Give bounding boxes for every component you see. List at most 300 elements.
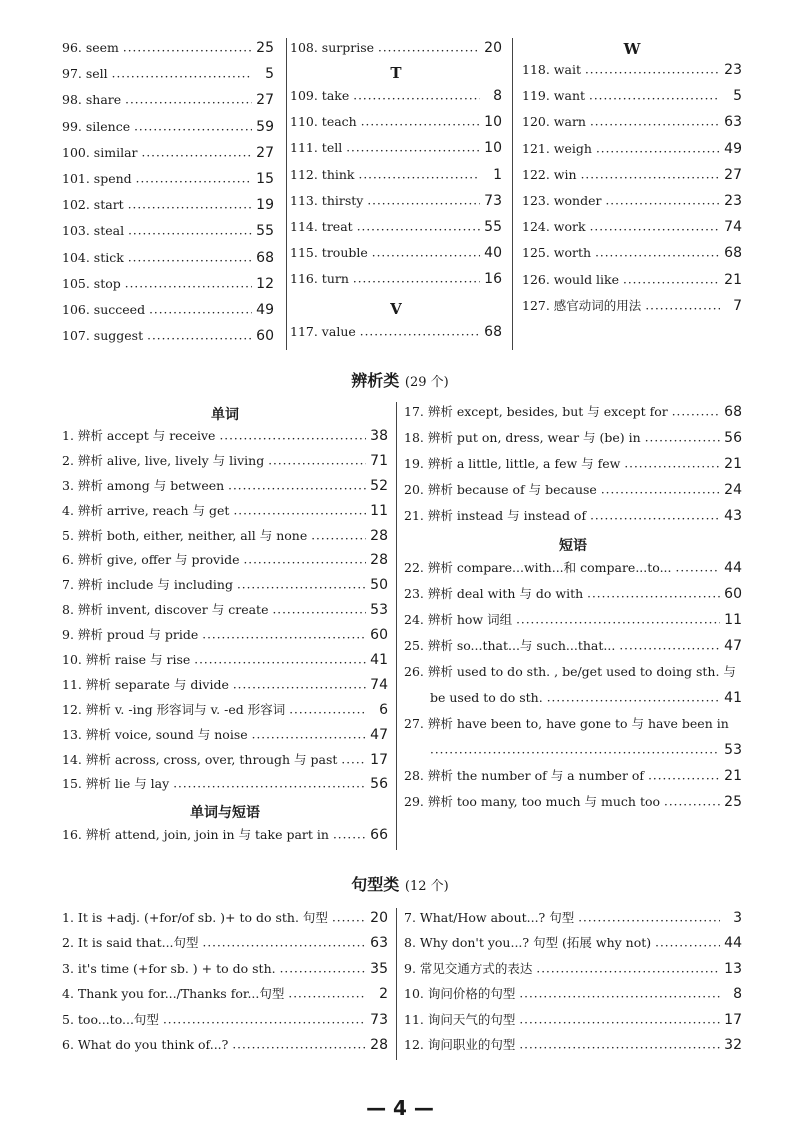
entry-page: 50 [370,577,388,594]
entry-page: 68 [724,245,742,262]
index-entry [404,480,742,506]
index-entry [62,451,388,476]
entry-page: 53 [370,602,388,619]
dot-leader [311,528,366,542]
entry-label: 23. 辨析 deal with 与 do with [404,586,584,601]
entry-page: 2 [379,986,388,1003]
index-entry [522,112,742,138]
column-divider [396,402,397,850]
index-entry [62,300,274,326]
dot-leader [333,827,366,841]
entry-page: 60 [370,627,388,644]
index-list [404,766,742,818]
index-entry [404,766,742,792]
dot-leader [268,453,366,467]
index-entry [62,550,388,575]
entry-page: 11 [370,502,388,519]
column-divider [512,38,513,350]
dot-leader [578,910,720,924]
index-entry [62,38,274,64]
index-entry [404,984,742,1009]
column-divider [396,908,397,1060]
entry-page: 68 [724,404,742,420]
entry-page: 47 [370,726,388,743]
index-entry [62,426,388,451]
index-entry [62,600,388,625]
entry-page: 32 [724,1036,742,1053]
index-entry [62,90,274,116]
dot-leader [676,560,721,574]
index-list [290,38,502,60]
index-list [522,60,742,322]
dot-leader [288,986,366,1000]
subheading-single-word: 单词 [211,407,239,423]
index-entry [290,217,502,243]
entry-label: 119. want [522,88,586,104]
entry-label: be used to do sth. [430,690,543,705]
entry-page: 56 [724,430,742,446]
entry-page: 52 [370,477,388,494]
index-entry [522,296,742,322]
index-entry [404,688,742,714]
section-count: (12 个) [404,879,449,894]
index-list [404,908,742,1060]
index-entry [62,774,388,799]
entry-page: 60 [256,328,274,345]
dot-leader [645,298,720,312]
entry-page: 19 [256,197,274,214]
index-entry [404,740,742,766]
index-entry [404,636,742,662]
entry-label: 17. 辨析 except, besides, but 与 except for [404,404,668,419]
index-entry [404,506,742,532]
entry-label: 115. trouble [290,245,368,261]
entry-page: 13 [724,960,742,977]
index-entry [62,326,274,352]
dot-leader [596,141,720,155]
entry-label: 101. spend [62,170,132,186]
dot-leader [360,324,480,338]
subheading-phrase: 短语 [559,538,587,554]
bianxi-right [404,402,742,818]
entry-page: 44 [724,560,742,576]
entry-page: 16 [484,271,502,288]
dot-leader [378,40,480,54]
index-entry [62,1010,388,1035]
entry-page: 41 [724,690,742,706]
entry-page: 66 [370,827,388,844]
dot-leader [289,702,366,716]
dot-leader [233,677,366,691]
index-entry [62,984,388,1009]
index-entry [290,86,502,112]
dot-leader [367,193,480,207]
index-entry [404,1010,742,1035]
dot-leader [142,145,253,159]
entry-label: 106. succeed [62,301,146,317]
index-entry [62,143,274,169]
entry-label: 112. think [290,166,355,182]
dot-leader [128,197,252,211]
index-entry [404,959,742,984]
index-entry [522,270,742,296]
entry-label: 5. too...to...句型 [62,1011,159,1027]
index-entry [62,675,388,700]
dot-leader [581,167,720,181]
entry-page: 20 [484,40,502,56]
dot-leader [243,552,366,566]
dot-leader [233,503,366,517]
subheading-word-phrase: 单词与短语 [190,805,260,822]
entry-label: 21. 辨析 instead 与 instead of [404,508,587,523]
entry-page: 21 [724,768,742,784]
entry-page: 59 [256,118,274,135]
index-entry [62,825,388,851]
entry-label: 8. 辨析 invent, discover 与 create [62,602,269,618]
entry-page: 53 [724,742,742,758]
dot-leader [359,167,480,181]
index-entry [404,1035,742,1060]
entry-page: 28 [370,552,388,569]
index-list [290,322,502,348]
entry-page: 44 [724,935,742,952]
dot-leader [237,577,366,591]
entry-label: 26. 辨析 used to do sth. , be/get used to doing sth. 与 [404,664,736,679]
entry-label: 4. 辨析 arrive, reach 与 get [62,502,230,518]
entry-page: 24 [724,482,742,498]
entry-label: 123. wonder [522,192,602,208]
entry-page: 38 [370,428,388,444]
entry-label: 111. tell [290,140,343,156]
index-entry [290,112,502,138]
entry-label: 107. suggest [62,328,144,344]
entry-page: 28 [370,527,388,544]
dot-leader [519,1037,720,1051]
dot-leader [623,272,720,286]
entry-label: 6. What do you think of...? [62,1036,229,1052]
section-title-juxing [0,872,800,895]
entry-label: 19. 辨析 a little, little, a few 与 few [404,456,621,471]
entry-page: 68 [484,323,502,340]
index-entry [62,117,274,143]
index-entry [404,402,742,428]
entry-page: 6 [379,701,388,718]
index-entry [290,138,502,164]
column-divider [286,38,287,350]
entry-page: 21 [724,271,742,288]
dot-leader [194,652,366,666]
section-count: (29 个) [404,375,449,390]
entry-page: 3 [733,910,742,926]
index-entry [522,243,742,269]
entry-page: 5 [265,66,274,83]
entry-label: 22. 辨析 compare...with...和 compare...to... [404,560,672,575]
entry-page: 63 [724,114,742,131]
index-list [62,908,388,1060]
dot-leader [595,245,720,259]
entry-label: 28. 辨析 the number of 与 a number of [404,768,645,783]
letter-heading-t: T [390,64,402,82]
entry-label: 116. turn [290,271,349,287]
entry-page: 27 [256,92,274,109]
dot-leader [353,88,480,102]
entry-label: 9. 辨析 proud 与 pride [62,627,199,643]
index-entry [522,60,742,86]
index-entry [404,908,742,933]
entry-page: 25 [256,40,274,56]
entry-page: 27 [256,144,274,161]
entry-page: 63 [370,935,388,952]
entry-page: 74 [370,676,388,693]
entry-page: 60 [724,586,742,602]
index-entry [404,792,742,818]
entry-label: 7. What/How about...? 句型 [404,910,575,925]
dot-leader [125,92,252,106]
dot-leader [252,727,366,741]
dot-leader [136,171,252,185]
entry-label: 105. stop [62,275,121,291]
entry-page: 43 [724,508,742,524]
index-entry [404,662,742,688]
entry-label: 117. value [290,323,356,339]
entry-page: 21 [724,456,742,472]
entry-label: 11. 辨析 separate 与 divide [62,676,229,692]
dot-leader [590,114,720,128]
entry-label: 1. 辨析 accept 与 receive [62,428,216,443]
dot-leader [125,276,252,290]
entry-label: 16. 辨析 attend, join, join in 与 take part in [62,827,329,843]
dot-leader [664,794,720,808]
index-entry [62,274,274,300]
entry-label: 110. teach [290,114,357,130]
index-entry [404,454,742,480]
entry-label: 114. treat [290,218,353,234]
entry-label: 121. weigh [522,140,592,156]
entry-label: 7. 辨析 include 与 including [62,577,233,593]
entry-page: 15 [256,170,274,187]
entry-page: 55 [256,223,274,240]
entry-label: 122. win [522,166,577,182]
dot-leader [219,428,366,442]
index-entry [404,933,742,958]
dot-leader [519,986,720,1000]
entry-label: 126. would like [522,271,620,287]
index-entry [62,933,388,958]
entry-page: 56 [370,776,388,793]
index-entry [62,1035,388,1060]
entry-label: 124. work [522,219,586,235]
dot-leader [272,602,366,616]
index-entry [522,86,742,112]
index-list [404,402,742,532]
entry-label: 102. start [62,197,124,213]
index-entry [62,575,388,600]
entry-label: 29. 辨析 too many, too much 与 much too [404,794,661,809]
entry-label: 125. worth [522,245,592,261]
entry-label: 15. 辨析 lie 与 lay [62,776,170,792]
juxing-left [62,908,388,1060]
index-entry [62,750,388,775]
dot-leader [134,119,252,133]
entry-label: 20. 辨析 because of 与 because [404,482,597,497]
entry-page: 68 [256,249,274,266]
index-col-3 [522,38,742,322]
entry-page: 47 [724,638,742,654]
entry-page: 55 [484,218,502,235]
entry-page: 41 [370,652,388,669]
entry-label: 10. 辨析 raise 与 rise [62,652,191,668]
entry-label: 18. 辨析 put on, dress, wear 与 (be) in [404,430,641,445]
dot-leader [173,776,366,790]
dot-leader [547,690,720,704]
dot-leader [341,752,366,766]
dot-leader [619,638,720,652]
entry-label: 24. 辨析 how 词组 [404,612,513,627]
entry-label: 99. silence [62,118,131,134]
entry-label: 109. take [290,88,350,103]
dot-leader [430,742,720,756]
dot-leader [202,627,366,641]
entry-page: 28 [370,1036,388,1053]
dot-leader [346,140,480,154]
index-entry [62,625,388,650]
entry-label: 2. 辨析 alive, live, lively 与 living [62,452,265,468]
entry-label: 14. 辨析 across, cross, over, through 与 past [62,751,338,767]
index-entry [404,428,742,454]
index-list [62,38,274,352]
index-list [290,86,502,296]
section-title-text: 句型类 [351,875,400,894]
section-title-text: 辨析类 [351,371,400,390]
section-title-bianxi [0,368,800,391]
entry-label: 13. 辨析 voice, sound 与 noise [62,726,248,742]
entry-label: 104. stick [62,249,124,265]
dot-leader [232,1037,366,1051]
entry-label: 120. warn [522,114,586,130]
dot-leader [372,245,480,259]
entry-page: 71 [370,452,388,469]
dot-leader [645,430,720,444]
entry-page: 23 [724,62,742,78]
entry-label: 2. It is said that...句型 [62,935,199,951]
entry-label: 9. 常见交通方式的表达 [404,960,533,976]
index-list [62,825,388,851]
dot-leader [163,1012,366,1026]
entry-page: 27 [724,166,742,183]
dot-leader [147,328,252,342]
dot-leader [203,935,366,949]
index-entry [522,139,742,165]
index-entry [404,558,742,584]
dot-leader [672,404,720,418]
dot-leader [648,768,720,782]
entry-label: 25. 辨析 so...that...与 such...that... [404,638,616,653]
index-entry [290,269,502,295]
index-entry [522,217,742,243]
dot-leader [280,961,366,975]
entry-label: 108. surprise [290,40,375,55]
index-entry [62,908,388,933]
entry-label: 27. 辨析 have been to, have gone to 与 have been in [404,716,729,731]
dot-leader [228,478,366,492]
entry-page: 40 [484,245,502,262]
entry-page: 73 [484,192,502,209]
entry-page: 8 [493,88,502,104]
index-col-1 [62,38,274,352]
entry-page: 10 [484,140,502,157]
entry-page: 5 [733,88,742,105]
entry-page: 49 [256,301,274,318]
entry-label: 103. steal [62,223,125,239]
index-entry [62,64,274,90]
index-entry [62,725,388,750]
index-entry [290,243,502,269]
index-entry [290,165,502,191]
entry-label: 97. sell [62,66,108,82]
index-entry [62,700,388,725]
bianxi-left [62,402,388,851]
juxing-right [404,908,742,1060]
index-entry [62,476,388,501]
index-entry [62,248,274,274]
dot-leader [601,482,720,496]
entry-label: 3. 辨析 among 与 between [62,477,225,493]
index-entry [62,501,388,526]
index-entry [404,714,742,740]
index-entry [290,38,502,60]
entry-label: 1. It is +adj. (+for/of sb. )+ to do sth. 句型 [62,910,328,925]
entry-page: 17 [724,1011,742,1028]
index-entry [62,959,388,984]
dot-leader [353,271,480,285]
entry-label: 113. thirsty [290,192,364,208]
dot-leader [357,219,480,233]
index-list [62,426,388,799]
dot-leader [655,935,720,949]
dot-leader [516,612,720,626]
index-entry [522,191,742,217]
index-entry [404,584,742,610]
entry-page: 8 [733,986,742,1003]
index-entry [62,195,274,221]
dot-leader [590,219,720,233]
entry-page: 10 [484,114,502,131]
entry-page: 20 [370,910,388,926]
entry-label: 100. similar [62,144,138,160]
dot-leader [112,66,252,80]
entry-page: 23 [724,192,742,209]
entry-label: 6. 辨析 give, offer 与 provide [62,552,240,568]
index-entry [62,169,274,195]
dot-leader [149,302,252,316]
entry-page: 1 [493,166,502,183]
entry-label: 5. 辨析 both, either, neither, all 与 none [62,527,308,543]
dot-leader [361,114,480,128]
dot-leader [587,586,720,600]
entry-label: 118. wait [522,62,581,77]
index-entry [522,165,742,191]
dot-leader [128,223,252,237]
dot-leader [128,250,252,264]
letter-heading-w: W [623,40,641,58]
entry-page: 25 [724,794,742,810]
entry-page: 17 [370,751,388,768]
entry-label: 12. 询问职业的句型 [404,1036,516,1052]
entry-label: 12. 辨析 v. -ing 形容词与 v. -ed 形容词 [62,701,286,717]
entry-label: 4. Thank you for.../Thanks for...句型 [62,986,285,1002]
entry-page: 73 [370,1011,388,1028]
index-entry [62,526,388,551]
